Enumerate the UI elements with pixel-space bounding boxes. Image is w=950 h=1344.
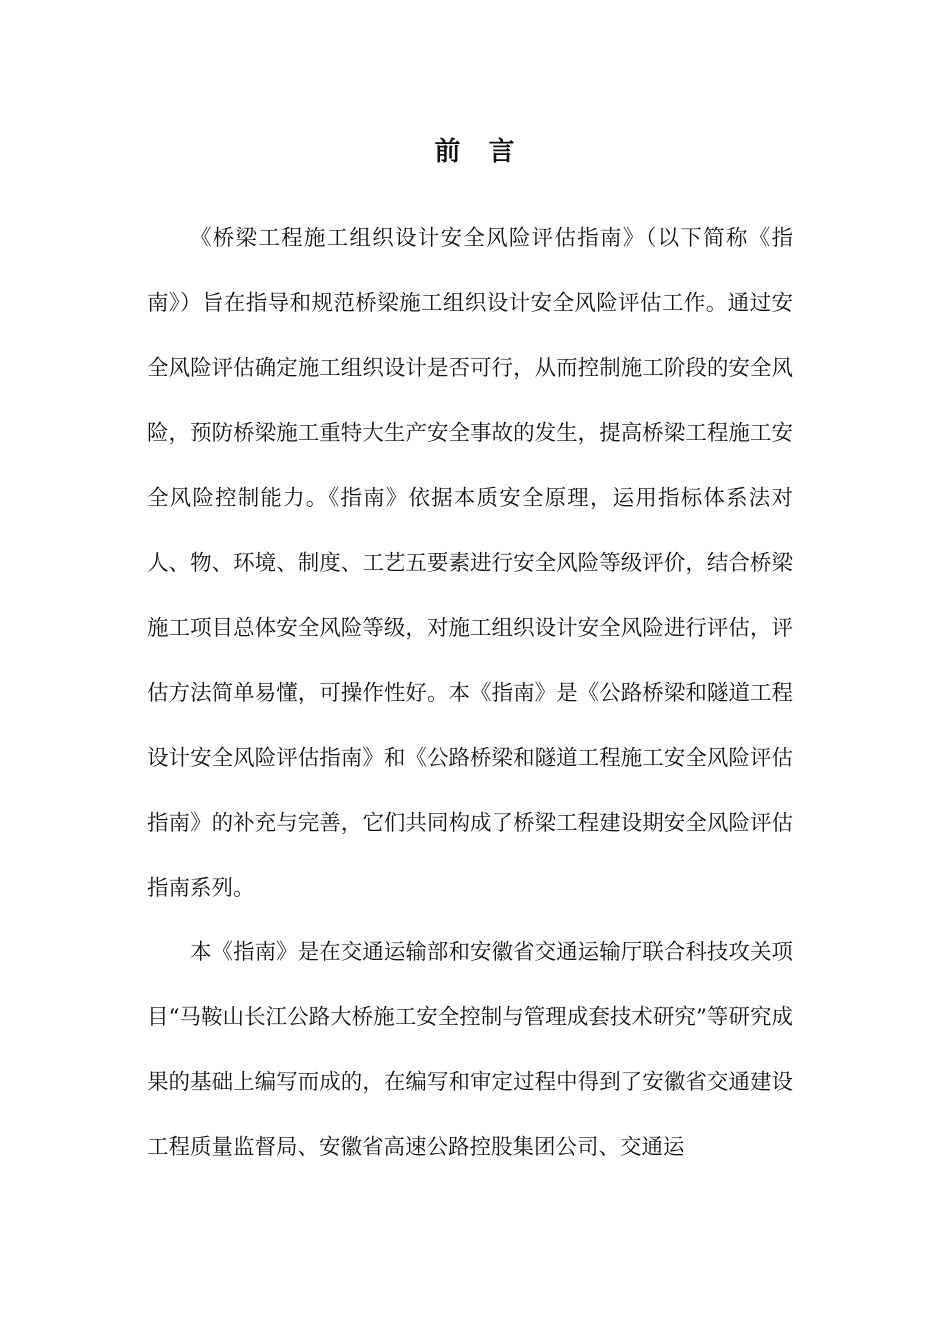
page-title: 前 言 <box>434 137 516 167</box>
paragraph-background: 本《指南》是在交通运输部和安徽省交通运输厅联合科技攻关项目“马鞍山长江公路大桥施工安全控制与管理成套技术研究”等研究成果的基础上编写而成的，在编写和审定过程中得到了安徽省交通建设工程质量监督局、安徽省高速公路控股集团公司、交通运 <box>147 940 793 1160</box>
paragraph-intro: 《桥梁工程施工组织设计安全风险评估指南》（以下简称《指南》）旨在指导和规范桥梁施工组织设计安全风险评估工作。通过安全风险评估确定施工组织设计是否可行，从而控制施工阶段的安全风险，预防桥梁施工重特大生产安全事故的发生，提高桥梁工程施工安全风险控制能力。《指南》依据本质安全原理，运用指标体系法对人、物、环境、制度、工艺五要素进行安全风险等级评价，结合桥梁施工项目总体安全风险等级，对施工组织设计安全风险进行评估，评估方法简单易懂，可操作性好。本《指南》是《公路桥梁和隧道工程设计安全风险评估指南》和《公路桥梁和隧道工程施工安全风险评估指南》的补充与完善，它们共同构成了桥梁工程建设期安全风险评估指南系列。 <box>147 226 793 901</box>
